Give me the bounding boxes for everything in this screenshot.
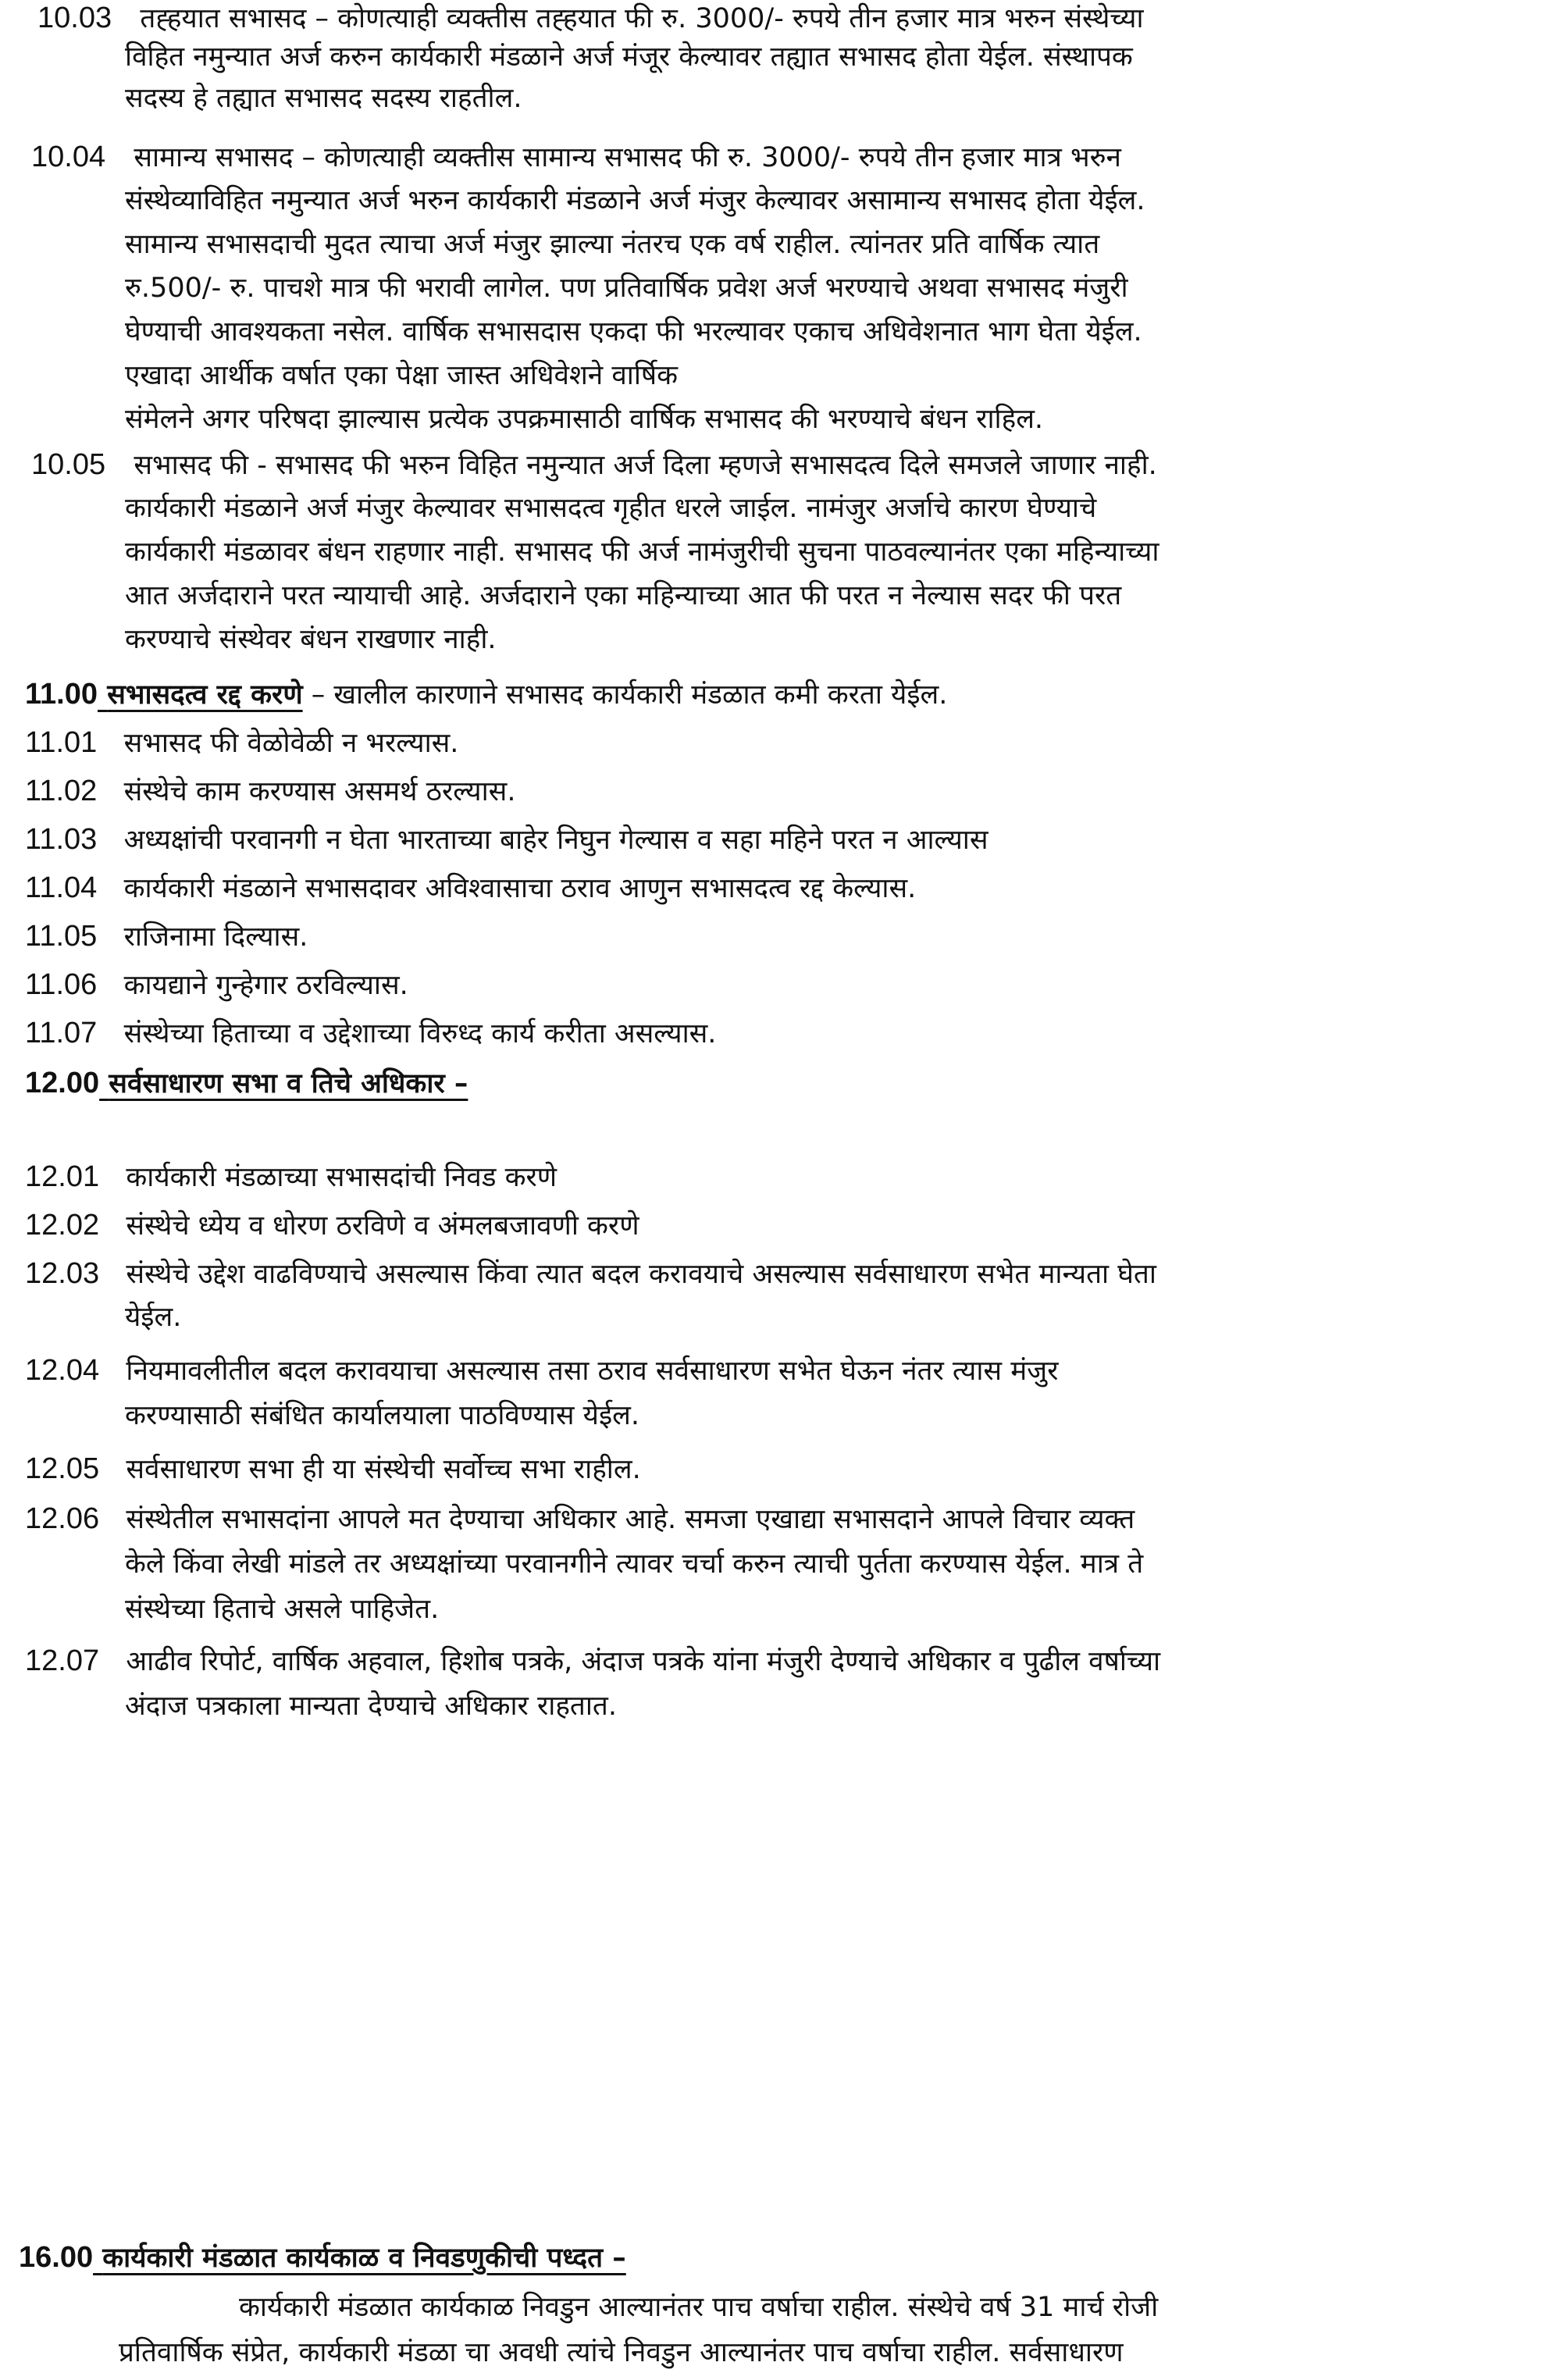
item-text: सर्वसाधारण सभा ही या संस्थेची सर्वोच्च सभा राहील.: [126, 1454, 641, 1485]
heading-number: 16.00: [19, 2241, 94, 2274]
list-item-continuation: करण्यासाठी संबंधित कार्यालयाला पाठविण्यास येईल.: [125, 1400, 639, 1431]
item-10-04-line-4: रु.500/- रु. पाचशे मात्र फी भरावी लागेल. पण प्रतिवार्षिक प्रवेश अर्ज भरण्याचे अथवा सभासद मंजुरी: [125, 273, 1128, 304]
item-10-05-line-2: कार्यकारी मंडळाने अर्ज मंजुर केल्यावर सभासदत्व गृहीत धरले जाईल. नामंजुर अर्जाचे कारण घेण्याचे: [125, 493, 1097, 524]
item-number: 12.03: [25, 1257, 100, 1290]
item-10-04-line-1: [31, 139, 1121, 176]
item-number: 11.04: [25, 871, 98, 904]
item-number: 10.03: [37, 2, 112, 34]
item-10-04-line-6: एखादा आर्थीक वर्षात एका पेक्षा जास्त अधिवेशने वार्षिक: [125, 360, 679, 391]
list-item: [25, 1159, 557, 1195]
item-number: 12.02: [25, 1209, 100, 1242]
item-text: आढीव रिपोर्ट, वार्षिक अहवाल, हिशोब पत्रके, अंदाज पत्रके यांना मंजुरी देण्याचे अधिकार व पुढील वर्षाच्या: [126, 1646, 1161, 1677]
item-10-05-line-3: कार्यकारी मंडळावर बंधन राहणार नाही. सभासद फी अर्ज नामंजुरीची सुचना पाठवल्यानंतर एका महिन्याच्या: [125, 536, 1160, 568]
item-text: संस्थेचे ध्येय व धोरण ठरविणे व अंमलबजावणी करणे: [126, 1210, 639, 1242]
item-10-04-line-7: संमेलने अगर परिषदा झाल्यास प्रत्येक उपक्रमासाठी वार्षिक सभासद की भरण्याचे बंधन राहिल.: [125, 404, 1044, 435]
list-item: [25, 967, 408, 1003]
item-10-05-line-1: [31, 447, 1157, 483]
item-number: 11.06: [25, 968, 98, 1001]
heading-text: सभासदत्व रद्द करणे: [107, 679, 303, 711]
item-10-03-line-3: सदस्य हे तह्यात सभासद सदस्य राहतील.: [125, 83, 522, 114]
heading-text: सर्वसाधारण सभा व तिचे अधिकार –: [109, 1068, 468, 1099]
item-number: 12.07: [25, 1644, 100, 1677]
list-item: [25, 773, 515, 810]
item-text: संस्थेचे काम करण्यास असमर्थ ठरल्यास.: [123, 776, 516, 807]
list-item: [25, 1352, 1058, 1389]
item-text: संस्थेतील सभासदांना आपले मत देण्याचा अधिकार आहे. समजा एखाद्या सभासदाने आपले विचार व्यक्त: [126, 1504, 1135, 1535]
item-number: 11.02: [25, 775, 98, 807]
item-10-04-line-3: सामान्य सभासदाची मुदत त्याचा अर्ज मंजुर झाल्या नंतरच एक वर्ष राहील. त्यांनतर प्रति वार्षिक त्यात: [125, 229, 1100, 260]
item-text: सभासद फी - सभासद फी भरुन विहित नमुन्यात अर्ज दिला म्हणजे सभासदत्व दिले समजले जाणार नाही.: [134, 450, 1157, 481]
list-item: [25, 725, 458, 761]
item-number: 12.06: [25, 1502, 100, 1535]
list-item-continuation: अंदाज पत्रकाला मान्यता देण्याचे अधिकार राहतात.: [125, 1691, 618, 1722]
item-10-04-line-2: संस्थेव्याविहित नमुन्यात अर्ज भरुन कार्यकारी मंडळाने अर्ज मंजुर केल्यावर असामान्य सभासद होता येईल.: [125, 185, 1145, 216]
section-12-heading: [25, 1065, 468, 1102]
item-number: 10.04: [31, 141, 106, 173]
list-item: [25, 1451, 641, 1488]
section-16-line-2: प्रतिवार्षिक संप्रेत, कार्यकारी मंडळा चा अवधी त्यांचे निवडुन आल्यानंतर पाच वर्षाचा राहील. सर्वसाधारण: [119, 2337, 1124, 2368]
list-item: [25, 1015, 716, 1052]
section-16-line-1: कार्यकारी मंडळात कार्यकाळ निवडुन आल्यानंतर पाच वर्षाचा राहील. संस्थेचे वर्ष 31 मार्च रोजी: [239, 2292, 1159, 2323]
item-text: संस्थेचे उद्देश वाढविण्याचे असल्यास किंवा त्यात बदल करावयाचे असल्यास सर्वसाधारण सभेत मान्यता घेता: [126, 1259, 1156, 1290]
list-item-continuation: केले किंवा लेखी मांडले तर अध्यक्षांच्या परवानगीने त्यावर चर्चा करुन त्याची पुर्तता करण्यास येईल. मात्र ते: [125, 1548, 1144, 1580]
section-16-heading: [19, 2239, 626, 2276]
item-text: कार्यकारी मंडळाच्या सभासदांची निवड करणे: [126, 1162, 557, 1193]
item-text: राजिनामा दिल्यास.: [123, 921, 308, 953]
item-text: सामान्य सभासद – कोणत्याही व्यक्तीस सामान्य सभासद फी रु. 3000/- रुपये तीन हजार मात्र भरुन: [134, 142, 1121, 173]
section-11-heading: [25, 676, 947, 713]
item-number: 12.04: [25, 1354, 100, 1387]
list-item: [25, 1643, 1160, 1680]
item-number: 11.01: [25, 726, 98, 759]
item-number: 11.03: [25, 823, 98, 856]
item-10-03-line-2: विहित नमुन्यात अर्ज करुन कार्यकारी मंडळाने अर्ज मंजूर केल्यावर तह्यात सभासद होता येईल. संस्थापक: [125, 41, 1133, 73]
item-number: 10.05: [31, 448, 106, 481]
item-text: तह्हयात सभासद – कोणत्याही व्यक्तीस तह्हयात फी रु. 3000/- रुपये तीन हजार मात्र भरुन संस्थेच्या: [140, 3, 1144, 34]
item-text: कार्यकारी मंडळाने सभासदावर अविश्वासाचा ठराव आणुन सभासदत्व रद्द केल्यास.: [123, 873, 917, 904]
item-text: कायद्याने गुन्हेगार ठरविल्यास.: [123, 970, 408, 1001]
item-text: सभासद फी वेळोवेळी न भरल्यास.: [123, 728, 459, 759]
list-item: [25, 1207, 639, 1244]
list-item: [25, 821, 989, 858]
item-text: अध्यक्षांची परवानगी न घेता भारताच्या बाहेर निघुन गेल्यास व सहा महिने परत न आल्यास: [123, 825, 989, 856]
item-10-05-line-5: करण्याचे संस्थेवर बंधन राखणार नाही.: [125, 624, 497, 655]
list-item-continuation: संस्थेच्या हिताचे असले पाहिजेत.: [125, 1594, 440, 1625]
item-number: 11.07: [25, 1017, 98, 1049]
list-item: [25, 1256, 1156, 1292]
section-16-title: [19, 2243, 626, 2274]
section-11-title: [25, 679, 303, 711]
heading-number: 12.00: [25, 1067, 100, 1099]
item-10-05-line-4: आत अर्जदाराने परत न्यायाची आहे. अर्जदाराने एका महिन्याच्या आत फी परत न नेल्यास सदर फी परत: [125, 580, 1122, 611]
list-item: [25, 918, 308, 955]
heading-text: कार्यकारी मंडळात कार्यकाळ व निवडणुकीची पध्दत –: [102, 2243, 626, 2274]
heading-number: 11.00: [25, 678, 98, 711]
heading-rest: – खालील कारणाने सभासद कार्यकारी मंडळात कमी करता येईल.: [302, 679, 948, 711]
item-10-04-line-5: घेण्याची आवश्यकता नसेल. वार्षिक सभासदास एकदा फी भरल्यावर एकाच अधिवेशनात भाग घेता येईल.: [125, 316, 1142, 347]
item-10-03-line-1: [37, 0, 1144, 37]
section-12-title: [25, 1068, 468, 1099]
list-item: [25, 870, 916, 907]
item-text: संस्थेच्या हिताच्या व उद्देशाच्या विरुध्द कार्य करीता असल्यास.: [123, 1018, 717, 1049]
item-number: 11.05: [25, 920, 98, 953]
item-number: 12.01: [25, 1160, 100, 1193]
list-item: [25, 1501, 1135, 1537]
item-text: नियमावलीतील बदल करावयाचा असल्यास तसा ठराव सर्वसाधारण सभेत घेऊन नंतर त्यास मंजुर: [126, 1356, 1059, 1387]
list-item-continuation: येईल.: [125, 1302, 182, 1333]
item-number: 12.05: [25, 1452, 100, 1485]
